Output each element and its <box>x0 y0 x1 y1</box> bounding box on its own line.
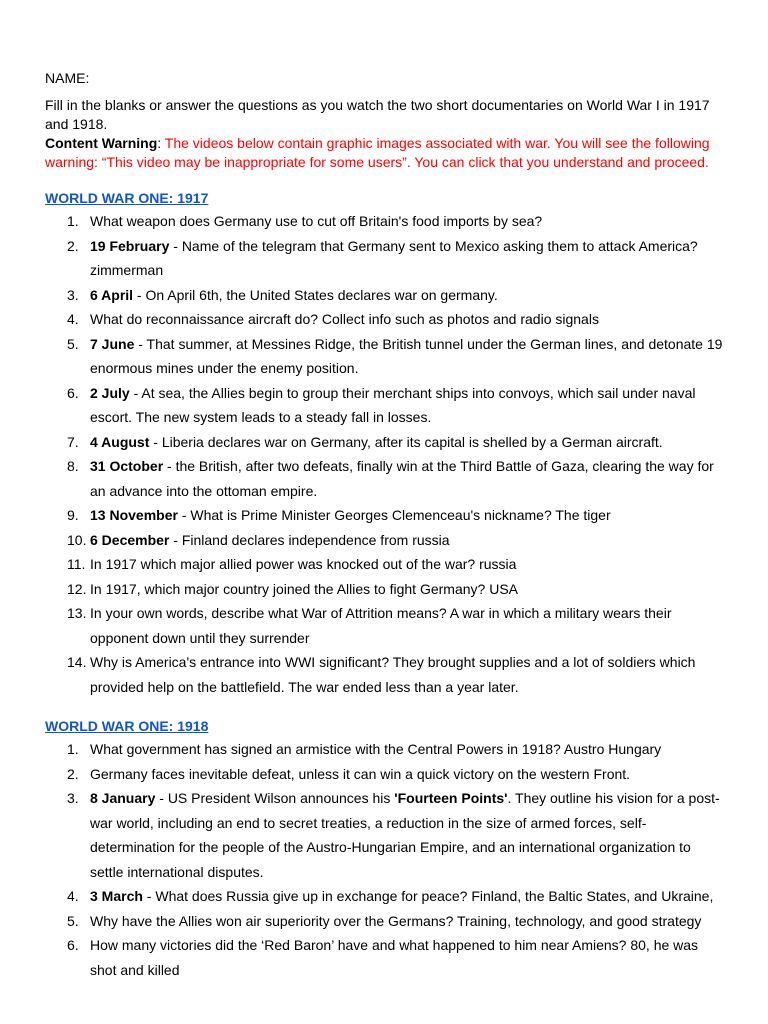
question-item <box>0 503 768 528</box>
question-text: Why have the Allies won air superiority over the Germans? Training, technology, and good strategy <box>90 912 702 929</box>
question-text: How many victories did the ‘Red Baron’ have and what happened to him near Amiens? 80, he was shot and killed <box>90 937 699 978</box>
question-item <box>0 332 768 381</box>
intro-text: Fill in the blanks or answer the questions as you watch the two short documentaries on World War I in 1917 and 1918. <box>45 97 710 132</box>
question-date: 4 August <box>90 433 150 450</box>
question-date: 13 November <box>90 507 178 523</box>
question-item <box>0 283 768 308</box>
question-item <box>0 454 768 503</box>
question-number: 14. <box>67 654 87 670</box>
question-text: - the British, after two defeats, finally win at the Third Battle of Gaza, clearing the way for an advance into the ottoman empire. <box>90 458 714 499</box>
section-heading-1918[interactable]: WORLD WAR ONE: 1918 <box>45 718 209 734</box>
question-text: - US President Wilson announces his <box>155 790 395 806</box>
question-text: - Liberia declares war on Germany, after its capital is shelled by a German aircraft. <box>149 433 663 450</box>
question-number: 11. <box>67 556 86 572</box>
question-number: 6. <box>67 937 79 953</box>
question-number: 2. <box>67 765 79 782</box>
section-heading-1917[interactable]: WORLD WAR ONE: 1917 <box>45 190 209 206</box>
question-number: 8. <box>67 458 79 474</box>
question-text: - Name of the telegram that Germany sent to Mexico asking them to attack America? zimmerman <box>90 237 698 278</box>
question-text: What do reconnaissance aircraft do? Collect info such as photos and radio signals <box>90 311 599 327</box>
content-warning-text: The videos below contain graphic images associated with war. You will see the following warning: “This video may be inappropriate for some users”. You can click that you understand and proceed. <box>45 135 710 170</box>
question-item <box>0 528 768 553</box>
question-text: Why is America's entrance into WWI significant? They brought supplies and a lot of soldiers which provided help on the battlefield. The war ended less than a year later. <box>90 654 696 695</box>
question-item <box>0 209 768 234</box>
question-date: 3 March <box>90 888 143 904</box>
question-number: 5. <box>67 335 79 352</box>
question-number: 1. <box>67 213 79 229</box>
question-number: 10. <box>67 531 87 548</box>
question-number: 4. <box>67 888 79 904</box>
question-text: In 1917 which major allied power was knocked out of the war? russia <box>90 556 517 572</box>
question-item <box>0 884 768 909</box>
question-text: - At sea, the Allies begin to group their merchant ships into convoys, which sail under naval escort. The new system leads to a steady fall in losses. <box>90 384 696 425</box>
question-number: 12. <box>67 580 87 597</box>
question-date: 8 January <box>90 790 156 806</box>
question-item <box>0 909 768 934</box>
question-date: 6 December <box>90 531 170 548</box>
question-number: 3. <box>67 790 79 806</box>
question-item <box>0 762 768 787</box>
name-label: NAME: <box>45 70 90 86</box>
question-text: In your own words, describe what War of Attrition means? A war in which a military wears their opponent down until they surrender <box>90 605 672 646</box>
content-warning-colon: : <box>157 135 165 151</box>
question-number: 4. <box>67 311 79 327</box>
question-text: What government has signed an armistice with the Central Powers in 1918? Austro Hungary <box>90 741 662 757</box>
question-item <box>0 552 768 577</box>
question-text: . They outline his vision for a post-war world, including an end to secret treaties, a reduction in the size of armed forces, self-determination for the people of the Austro-Hungarian Empire, and an international organization to settle international disputes. <box>90 790 720 880</box>
content-warning <box>45 134 735 172</box>
question-number: 3. <box>67 286 79 303</box>
question-text: - What does Russia give up in exchange for peace? Finland, the Baltic States, and Ukraine, <box>142 888 714 904</box>
question-text: Germany faces inevitable defeat, unless it can win a quick victory on the western Front. <box>90 765 631 782</box>
question-item <box>0 933 768 982</box>
question-text: - Finland declares independence from russia <box>169 531 450 548</box>
question-item <box>0 234 768 283</box>
question-item <box>0 307 768 332</box>
question-text: What weapon does Germany use to cut off Britain's food imports by sea? <box>90 213 543 229</box>
question-date: 2 July <box>90 384 130 401</box>
question-item <box>0 381 768 430</box>
question-item <box>0 737 768 762</box>
question-number: 7. <box>67 433 79 450</box>
question-number: 5. <box>67 912 79 929</box>
question-text: - What is Prime Minister Georges Clemenceau's nickname? The tiger <box>177 507 611 523</box>
question-date: 'Fourteen Points' <box>394 790 508 806</box>
question-number: 6. <box>67 384 79 401</box>
question-text: In 1917, which major country joined the Allies to fight Germany? USA <box>90 580 518 597</box>
question-text: - On April 6th, the United States declares war on germany. <box>133 286 498 303</box>
question-number: 13. <box>67 605 87 621</box>
question-item <box>0 430 768 455</box>
question-item <box>0 601 768 650</box>
question-text: - That summer, at Messines Ridge, the British tunnel under the German lines, and detonate 19 enormous mines under the enemy position. <box>90 335 723 376</box>
content-warning-label: Content Warning <box>45 135 158 151</box>
question-date: 6 April <box>90 286 134 303</box>
question-date: 7 June <box>90 335 135 352</box>
question-number: 2. <box>67 237 79 254</box>
question-list-1918 <box>0 737 768 982</box>
question-list-1917 <box>0 209 768 699</box>
question-item <box>0 650 768 699</box>
question-number: 9. <box>67 507 79 523</box>
question-date: 31 October <box>90 458 164 474</box>
question-item <box>0 786 768 884</box>
question-date: 19 February <box>90 237 170 254</box>
question-item <box>0 577 768 602</box>
question-number: 1. <box>67 741 79 757</box>
